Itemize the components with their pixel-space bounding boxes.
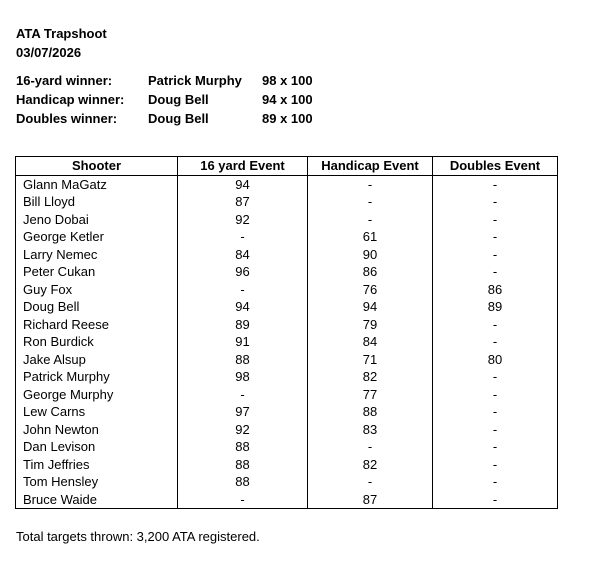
handicap-cell: - <box>308 211 433 229</box>
table-row <box>16 246 558 264</box>
document-title: ATA Trapshoot <box>16 26 107 41</box>
yard16-cell: - <box>178 228 308 246</box>
doubles-cell: - <box>433 333 558 351</box>
handicap-cell: 84 <box>308 333 433 351</box>
yard16-cell: 98 <box>178 368 308 386</box>
shooter-cell: Lew Carns <box>16 403 178 421</box>
handicap-cell: 90 <box>308 246 433 264</box>
table-header-row <box>16 157 558 176</box>
yard16-cell: 88 <box>178 438 308 456</box>
table-row <box>16 316 558 334</box>
shooter-cell: George Ketler <box>16 228 178 246</box>
shooter-cell: Tom Hensley <box>16 473 178 491</box>
column-header-handicap: Handicap Event <box>308 157 433 176</box>
yard16-cell: 88 <box>178 351 308 369</box>
yard16-cell: 96 <box>178 263 308 281</box>
doubles-cell: - <box>433 386 558 404</box>
table-row <box>16 438 558 456</box>
shooter-cell: Ron Burdick <box>16 333 178 351</box>
shooter-cell: Guy Fox <box>16 281 178 299</box>
doubles-cell: - <box>433 193 558 211</box>
footer-note: Total targets thrown: 3,200 ATA registered. <box>16 529 260 544</box>
handicap-cell: - <box>308 438 433 456</box>
column-header-doubles: Doubles Event <box>433 157 558 176</box>
table-row <box>16 351 558 369</box>
doubles-cell: - <box>433 473 558 491</box>
shooter-cell: Jeno Dobai <box>16 211 178 229</box>
handicap-cell: - <box>308 473 433 491</box>
table-row <box>16 403 558 421</box>
handicap-cell: 77 <box>308 386 433 404</box>
shooter-cell: Doug Bell <box>16 298 178 316</box>
winner-score: 89 x 100 <box>262 111 313 126</box>
doubles-cell: 89 <box>433 298 558 316</box>
doubles-cell: - <box>433 368 558 386</box>
table-row <box>16 386 558 404</box>
shooter-cell: Bill Lloyd <box>16 193 178 211</box>
table-row <box>16 421 558 439</box>
doubles-cell: - <box>433 491 558 509</box>
handicap-cell: 94 <box>308 298 433 316</box>
document-header <box>16 24 107 62</box>
handicap-cell: 86 <box>308 263 433 281</box>
shooter-cell: Tim Jeffries <box>16 456 178 474</box>
winner-label: Handicap winner: <box>16 92 125 107</box>
doubles-cell: 86 <box>433 281 558 299</box>
doubles-cell: - <box>433 456 558 474</box>
table-row <box>16 263 558 281</box>
table-row <box>16 368 558 386</box>
table-row <box>16 211 558 229</box>
doubles-cell: - <box>433 246 558 264</box>
winner-label: Doubles winner: <box>16 111 118 126</box>
doubles-cell: - <box>433 403 558 421</box>
handicap-cell: - <box>308 193 433 211</box>
yard16-cell: 89 <box>178 316 308 334</box>
table-row <box>16 333 558 351</box>
winners-summary <box>16 71 342 128</box>
yard16-cell: 92 <box>178 211 308 229</box>
yard16-cell: - <box>178 491 308 509</box>
handicap-cell: 82 <box>308 456 433 474</box>
handicap-cell: 83 <box>308 421 433 439</box>
handicap-cell: - <box>308 175 433 193</box>
shooter-cell: Dan Levison <box>16 438 178 456</box>
winner-name: Doug Bell <box>148 111 209 126</box>
winner-row-16-yard <box>16 71 342 90</box>
yard16-cell: 94 <box>178 298 308 316</box>
handicap-cell: 79 <box>308 316 433 334</box>
winner-name: Patrick Murphy <box>148 73 242 88</box>
table-row <box>16 456 558 474</box>
table-row <box>16 193 558 211</box>
table-row <box>16 228 558 246</box>
shooter-cell: Jake Alsup <box>16 351 178 369</box>
yard16-cell: 97 <box>178 403 308 421</box>
yard16-cell: 94 <box>178 175 308 193</box>
yard16-cell: 91 <box>178 333 308 351</box>
doubles-cell: - <box>433 175 558 193</box>
winner-score: 94 x 100 <box>262 92 313 107</box>
winner-row-doubles <box>16 109 342 128</box>
yard16-cell: - <box>178 281 308 299</box>
shooter-cell: Glann MaGatz <box>16 175 178 193</box>
handicap-cell: 87 <box>308 491 433 509</box>
column-header-16-yard: 16 yard Event <box>178 157 308 176</box>
winner-score: 98 x 100 <box>262 73 313 88</box>
shooter-cell: George Murphy <box>16 386 178 404</box>
shooter-cell: Larry Nemec <box>16 246 178 264</box>
shooter-cell: Richard Reese <box>16 316 178 334</box>
table-row <box>16 491 558 509</box>
yard16-cell: 84 <box>178 246 308 264</box>
handicap-cell: 71 <box>308 351 433 369</box>
winner-row-handicap <box>16 90 342 109</box>
shooter-cell: Peter Cukan <box>16 263 178 281</box>
handicap-cell: 61 <box>308 228 433 246</box>
winner-label: 16-yard winner: <box>16 73 113 88</box>
doubles-cell: - <box>433 263 558 281</box>
column-header-shooter: Shooter <box>16 157 178 176</box>
winner-name: Doug Bell <box>148 92 209 107</box>
yard16-cell: - <box>178 386 308 404</box>
document-date: 03/07/2026 <box>16 45 82 60</box>
table-row <box>16 473 558 491</box>
handicap-cell: 76 <box>308 281 433 299</box>
table-row <box>16 298 558 316</box>
doubles-cell: - <box>433 228 558 246</box>
shooter-cell: John Newton <box>16 421 178 439</box>
doubles-cell: - <box>433 438 558 456</box>
results-table <box>15 156 558 509</box>
table-row <box>16 281 558 299</box>
doubles-cell: - <box>433 211 558 229</box>
yard16-cell: 88 <box>178 456 308 474</box>
doubles-cell: - <box>433 316 558 334</box>
handicap-cell: 82 <box>308 368 433 386</box>
doubles-cell: - <box>433 421 558 439</box>
doubles-cell: 80 <box>433 351 558 369</box>
yard16-cell: 92 <box>178 421 308 439</box>
shooter-cell: Patrick Murphy <box>16 368 178 386</box>
shooter-cell: Bruce Waide <box>16 491 178 509</box>
table-row <box>16 175 558 193</box>
yard16-cell: 88 <box>178 473 308 491</box>
yard16-cell: 87 <box>178 193 308 211</box>
handicap-cell: 88 <box>308 403 433 421</box>
